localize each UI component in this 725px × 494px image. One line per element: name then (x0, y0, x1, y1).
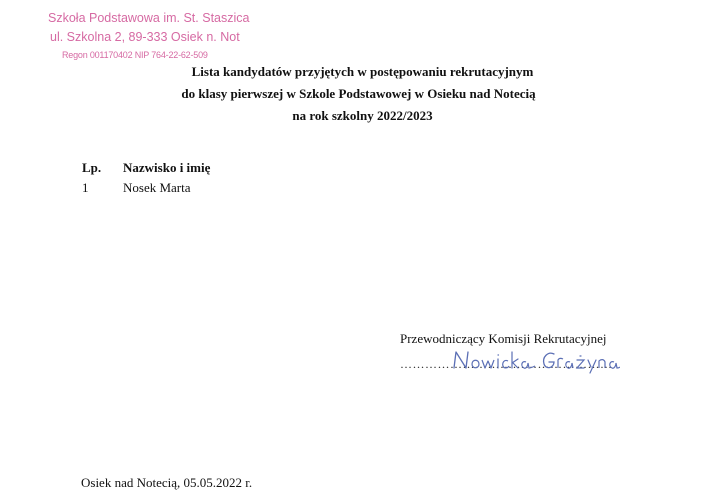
stamp-school-name: Szkoła Podstawowa im. St. Staszica (48, 11, 250, 25)
row-name: Nosek Marta (123, 180, 191, 195)
signature-line (400, 352, 636, 374)
title-line-2: do klasy pierwszej w Szkole Podstawowej w Osieku nad Notecią (181, 86, 536, 101)
title-line-1: Lista kandydatów przyjętych w postępowaniu rekrutacyjnym (191, 64, 534, 79)
header-name: Nazwisko i imię (123, 160, 211, 175)
title-line-3: na rok szkolny 2022/2023 (292, 108, 433, 123)
signature-block (400, 330, 640, 374)
stamp-address: ul. Szkolna 2, 89-333 Osiek n. Not (50, 30, 240, 44)
document-title (0, 61, 725, 127)
stamp-regon-nip: Regon 001170402 NIP 764-22-62-509 (62, 50, 208, 60)
handwritten-signature (450, 346, 620, 374)
school-stamp (48, 10, 268, 61)
signature-dots: …………………………………………… (400, 357, 613, 371)
header-lp: Lp. (82, 160, 102, 175)
place-and-date: Osiek nad Notecią, 05.05.2022 r. (81, 475, 253, 490)
row-lp: 1 (82, 180, 89, 195)
list-item (82, 178, 210, 198)
list-header (82, 158, 210, 178)
signature-role: Przewodniczący Komisji Rekrutacyjnej (400, 331, 607, 346)
candidate-list (82, 158, 210, 198)
